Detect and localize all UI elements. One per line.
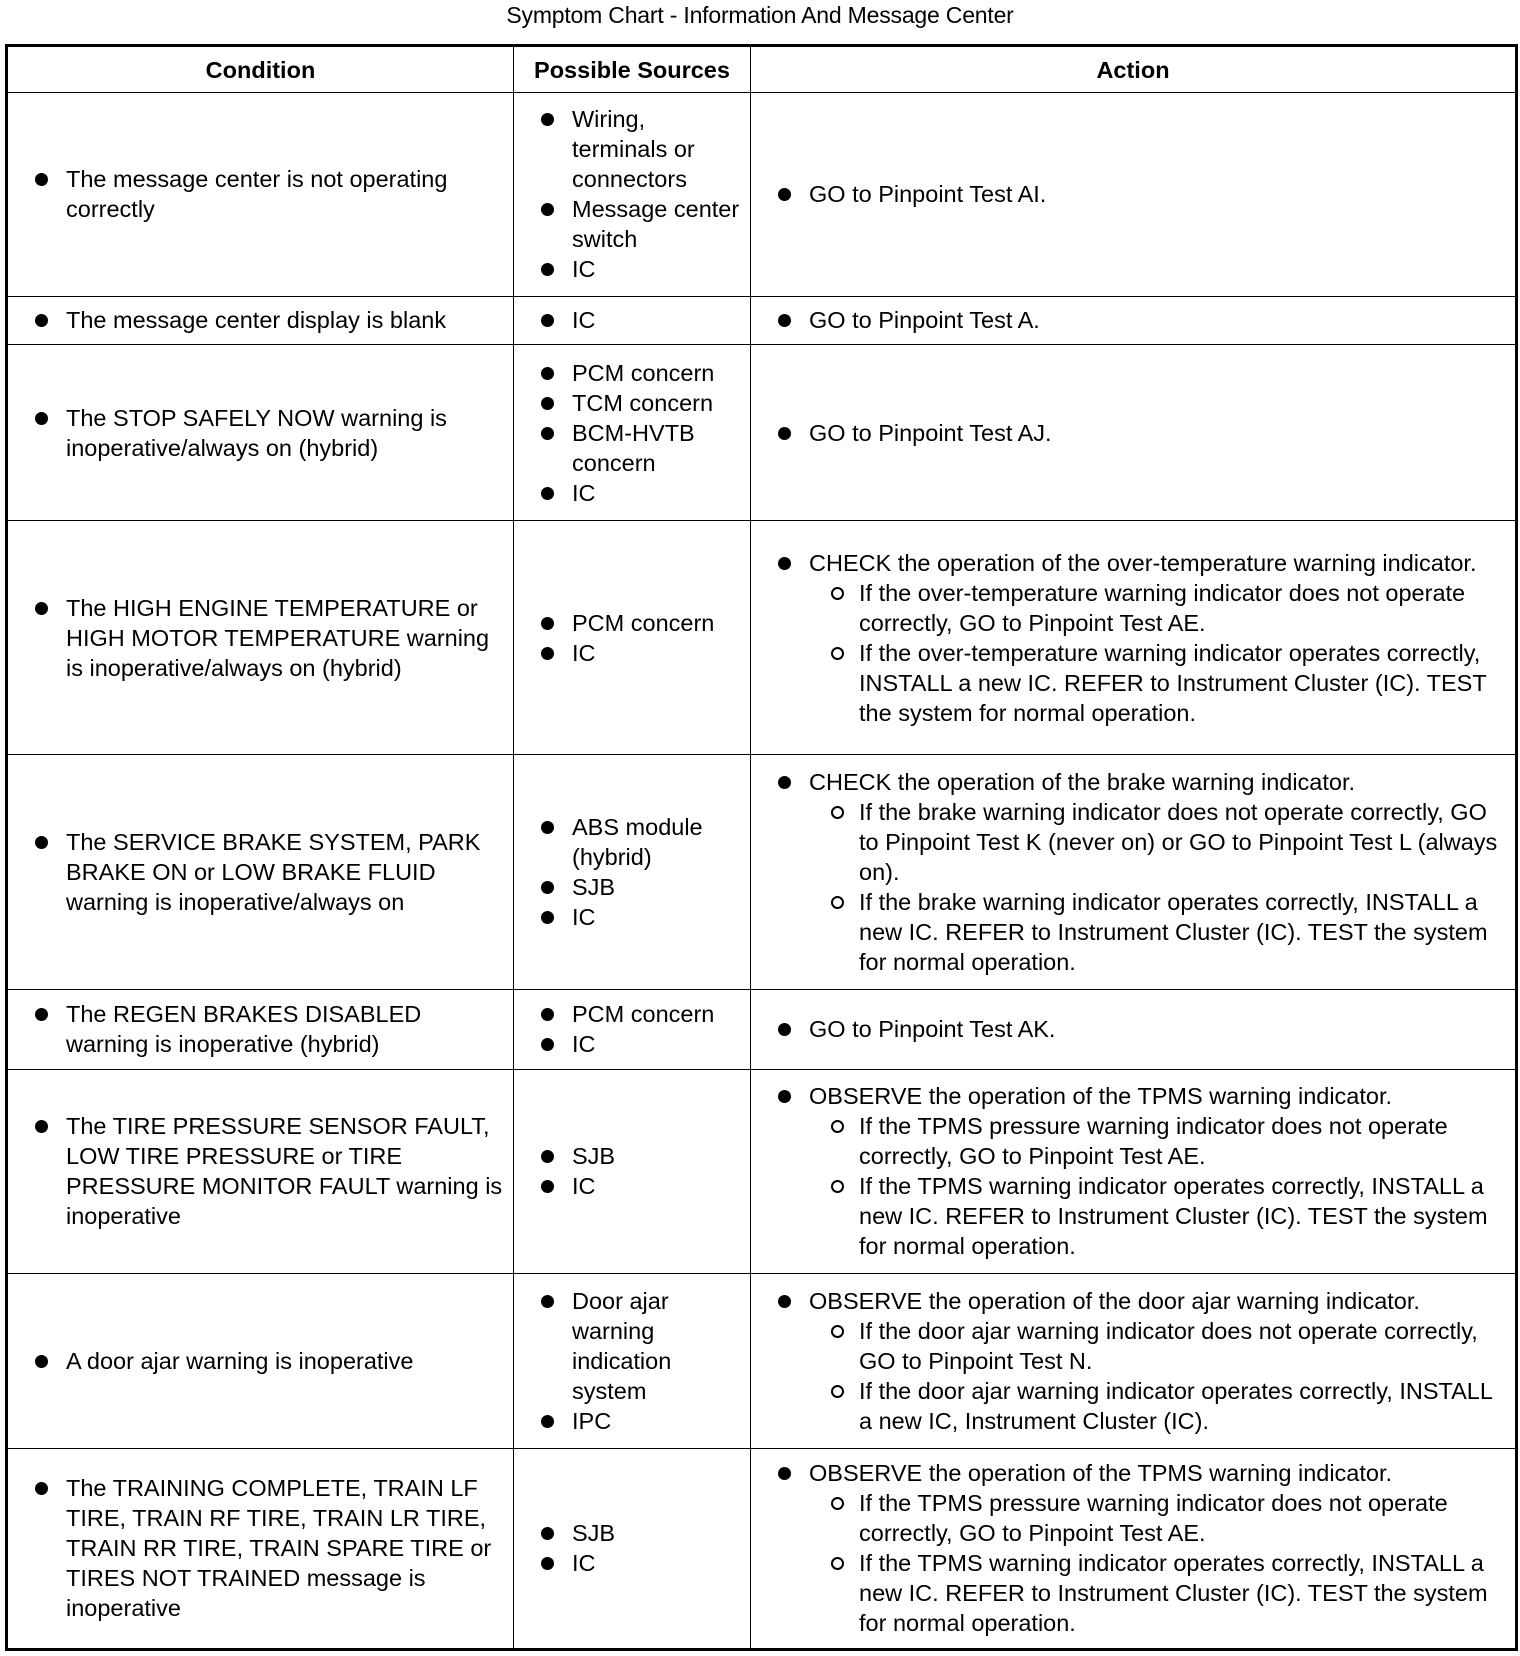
condition-text: The TIRE PRESSURE SENSOR FAULT, LOW TIRE PRESSURE or TIRE PRESSURE MONITOR FAULT warning is inoperative [8,1111,505,1231]
possible-sources-cell [514,296,751,345]
action-sub-list [809,1111,1507,1261]
action-text: GO to Pinpoint Test A. [809,307,1040,334]
action-text: CHECK the operation of the over-temperature warning indicator. [809,549,1477,576]
condition-cell [7,521,514,755]
action-cell [751,989,1517,1070]
table-row [7,1070,1517,1274]
condition-text: The SERVICE BRAKE SYSTEM, PARK BRAKE ON or LOW BRAKE FLUID warning is inoperative/always on [8,827,505,917]
condition-text: The message center is not operating correctly [8,164,505,224]
action-item [751,1286,1507,1436]
source-item: SJB [514,872,742,902]
condition-cell [7,345,514,521]
table-row [7,1448,1517,1649]
condition-cell [7,989,514,1070]
action-text: CHECK the operation of the brake warning indicator. [809,769,1356,796]
condition-cell [7,296,514,345]
symptom-rows [7,93,1517,1650]
action-cell [751,521,1517,755]
action-text: OBSERVE the operation of the TPMS warning indicator. [809,1083,1393,1110]
condition-header: Condition [7,46,514,93]
possible-sources-header: Possible Sources [514,46,751,93]
condition-text: The TRAINING COMPLETE, TRAIN LF TIRE, TRAIN RF TIRE, TRAIN LR TIRE, TRAIN RR TIRE, TRAIN SPARE TIRE or TIRES NOT TRAINED message is inoperative [8,1473,505,1623]
source-item: Message center switch [514,194,742,254]
source-item: Door ajar warning indication system [514,1286,742,1406]
action-text: GO to Pinpoint Test AI. [809,181,1047,208]
source-item: IC [514,1548,742,1578]
possible-sources-cell [514,1448,751,1649]
action-sub-item: If the TPMS warning indicator operates correctly, INSTALL a new IC. REFER to Instrument Cluster (IC). TEST the system for normal operation. [809,1171,1507,1261]
table-row [7,345,1517,521]
table-row [7,296,1517,345]
source-item: Wiring, terminals or connectors [514,104,742,194]
condition-text: The STOP SAFELY NOW warning is inoperative/always on (hybrid) [8,403,505,463]
table-row [7,93,1517,297]
action-item [751,767,1507,977]
source-item: TCM concern [514,388,742,418]
action-cell [751,296,1517,345]
condition-text: The message center display is blank [8,305,505,335]
table-row [7,521,1517,755]
action-text: GO to Pinpoint Test AJ. [809,419,1052,446]
source-item: ABS module (hybrid) [514,812,742,872]
action-item [751,548,1507,728]
action-cell [751,1273,1517,1448]
chart-title: Symptom Chart - Information And Message Center [506,2,1014,28]
action-sub-list [809,1488,1507,1638]
condition-text: The REGEN BRAKES DISABLED warning is inoperative (hybrid) [8,999,505,1059]
source-item: PCM concern [514,358,742,388]
symptom-chart-table [5,44,1518,1651]
action-sub-item: If the over-temperature warning indicator operates correctly, INSTALL a new IC. REFER to Instrument Cluster (IC). TEST the system for normal operation. [809,638,1507,728]
source-item: BCM-HVTB concern [514,418,742,478]
condition-text: A door ajar warning is inoperative [8,1346,505,1376]
table-row [7,755,1517,989]
action-sub-item: If the TPMS pressure warning indicator does not operate correctly, GO to Pinpoint Test AE. [809,1111,1507,1171]
possible-sources-cell [514,989,751,1070]
possible-sources-cell [514,521,751,755]
condition-cell [7,1448,514,1649]
condition-cell [7,755,514,989]
action-sub-item: If the over-temperature warning indicator does not operate correctly, GO to Pinpoint Test AE. [809,578,1507,638]
action-cell [751,1448,1517,1649]
action-item [751,1014,1507,1044]
action-cell [751,93,1517,297]
source-item: IC [514,478,742,508]
action-cell [751,755,1517,989]
source-item: PCM concern [514,608,742,638]
action-sub-item: If the brake warning indicator operates correctly, INSTALL a new IC. REFER to Instrument Cluster (IC). TEST the system for normal operation. [809,887,1507,977]
action-cell [751,345,1517,521]
action-item [751,1081,1507,1261]
action-sub-list [809,1316,1507,1436]
action-item [751,179,1507,209]
table-row [7,1273,1517,1448]
possible-sources-cell [514,93,751,297]
action-text: OBSERVE the operation of the TPMS warning indicator. [809,1460,1393,1487]
action-sub-item: If the door ajar warning indicator does not operate correctly, GO to Pinpoint Test N. [809,1316,1507,1376]
possible-sources-cell [514,755,751,989]
action-header: Action [751,46,1517,93]
action-sub-item: If the brake warning indicator does not operate correctly, GO to Pinpoint Test K (never on) or GO to Pinpoint Test L (always on). [809,797,1507,887]
source-item: IC [514,1029,742,1059]
action-text: GO to Pinpoint Test AK. [809,1016,1056,1043]
action-sub-list [809,797,1507,977]
possible-sources-cell [514,1070,751,1274]
condition-cell [7,1273,514,1448]
possible-sources-cell [514,1273,751,1448]
action-item [751,305,1507,335]
source-item: IC [514,1171,742,1201]
source-item: IC [514,902,742,932]
table-row [7,989,1517,1070]
action-sub-item: If the TPMS warning indicator operates correctly, INSTALL a new IC. REFER to Instrument Cluster (IC). TEST the system for normal operation. [809,1548,1507,1638]
action-text: OBSERVE the operation of the door ajar warning indicator. [809,1287,1420,1314]
action-item [751,1458,1507,1638]
condition-text: The HIGH ENGINE TEMPERATURE or HIGH MOTOR TEMPERATURE warning is inoperative/always on (hybrid) [8,593,505,683]
source-item: IPC [514,1406,742,1436]
source-item: IC [514,254,742,284]
source-item: SJB [514,1141,742,1171]
source-item: SJB [514,1518,742,1548]
action-sub-item: If the TPMS pressure warning indicator does not operate correctly, GO to Pinpoint Test AE. [809,1488,1507,1548]
source-item: IC [514,305,742,335]
source-item: IC [514,638,742,668]
condition-cell [7,93,514,297]
source-item: PCM concern [514,999,742,1029]
action-item [751,418,1507,448]
action-sub-item: If the door ajar warning indicator operates correctly, INSTALL a new IC, Instrument Cluster (IC). [809,1376,1507,1436]
action-sub-list [809,578,1507,728]
condition-cell [7,1070,514,1274]
possible-sources-cell [514,345,751,521]
action-cell [751,1070,1517,1274]
header-row [7,46,1517,93]
